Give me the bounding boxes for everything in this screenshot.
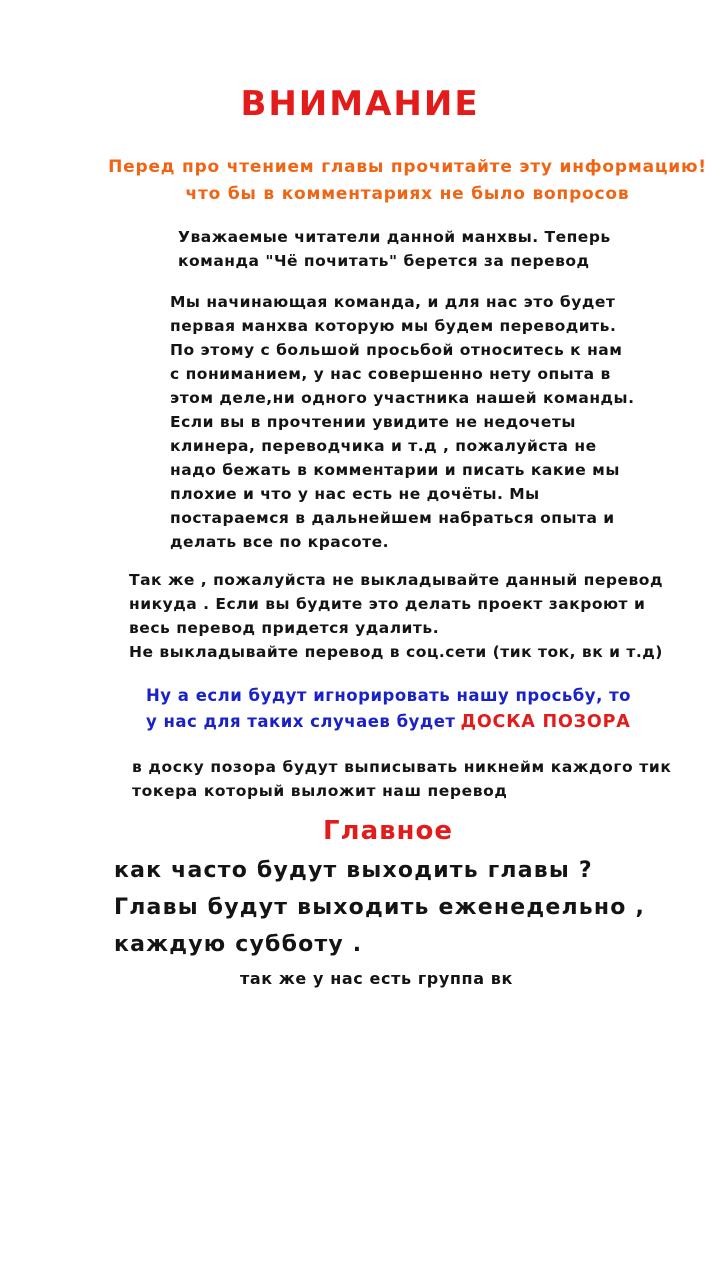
faq-line: каждую субботу . bbox=[114, 932, 363, 957]
paragraph-line: клинера, переводчика и т.д , пожалуйста не bbox=[170, 437, 597, 455]
intro-line: Перед про чтением главы прочитайте эту информацию! bbox=[108, 157, 707, 177]
paragraph-line: делать все по красоте. bbox=[170, 533, 389, 551]
page-title: ВНИМАНИЕ bbox=[240, 84, 480, 124]
paragraph-line: Уважаемые читатели данной манхвы. Теперь bbox=[178, 228, 611, 246]
greeting-paragraph bbox=[178, 225, 611, 273]
shame-board-paragraph bbox=[132, 755, 671, 803]
paragraph-line: в доску позора будут выписывать никнейм каждого тик bbox=[132, 758, 672, 776]
paragraph-line: Не выкладывайте перевод в соц.сети (тик ток, вк и т.д) bbox=[129, 643, 663, 661]
vk-group-note: так же у нас есть группа вк bbox=[240, 969, 513, 988]
faq-line: Главы будут выходить еженедельно , bbox=[114, 895, 645, 920]
faq-line: как часто будут выходить главы ? bbox=[114, 858, 593, 883]
paragraph-line: первая манхва которую мы будем переводить. bbox=[170, 317, 617, 335]
paragraph-line: токера который выложит наш перевод bbox=[132, 782, 508, 800]
team-intro-paragraph bbox=[170, 290, 634, 554]
intro-line: что бы в комментариях не было вопросов bbox=[185, 184, 630, 204]
paragraph-line: Мы начинающая команда, и для нас это будет bbox=[170, 293, 616, 311]
intro-notice bbox=[0, 154, 720, 208]
release-schedule-faq bbox=[114, 852, 645, 963]
paragraph-line: Так же , пожалуйста не выкладывайте данный перевод bbox=[129, 571, 663, 589]
paragraph-line: надо бежать в комментарии и писать какие мы bbox=[170, 461, 620, 479]
paragraph-line: весь перевод придется удалить. bbox=[129, 619, 440, 637]
paragraph-line: постараемся в дальнейшем набраться опыта и bbox=[170, 509, 615, 527]
warning-line bbox=[146, 709, 631, 735]
warning-paragraph bbox=[146, 683, 631, 735]
paragraph-line: с пониманием, у нас совершенно нету опыта в bbox=[170, 365, 611, 383]
paragraph-line: плохие и что у нас есть не дочёты. Мы bbox=[170, 485, 540, 503]
shame-board-highlight: ДОСКА ПОЗОРА bbox=[460, 712, 631, 732]
main-heading: Главное bbox=[322, 816, 454, 846]
no-repost-paragraph bbox=[129, 568, 663, 664]
warning-line: Ну а если будут игнорировать нашу просьбу, то bbox=[146, 686, 631, 705]
paragraph-line: команда "Чё почитать" берется за перевод bbox=[178, 252, 590, 270]
paragraph-line: Если вы в прочтении увидите не недочеты bbox=[170, 413, 576, 431]
paragraph-line: никуда . Если вы будите это делать проект закроют и bbox=[129, 595, 646, 613]
paragraph-line: По этому с большой просьбой относитесь к нам bbox=[170, 341, 623, 359]
warning-text: у нас для таких случаев будет bbox=[146, 712, 456, 731]
paragraph-line: этом деле,ни одного участника нашей команды. bbox=[170, 389, 635, 407]
